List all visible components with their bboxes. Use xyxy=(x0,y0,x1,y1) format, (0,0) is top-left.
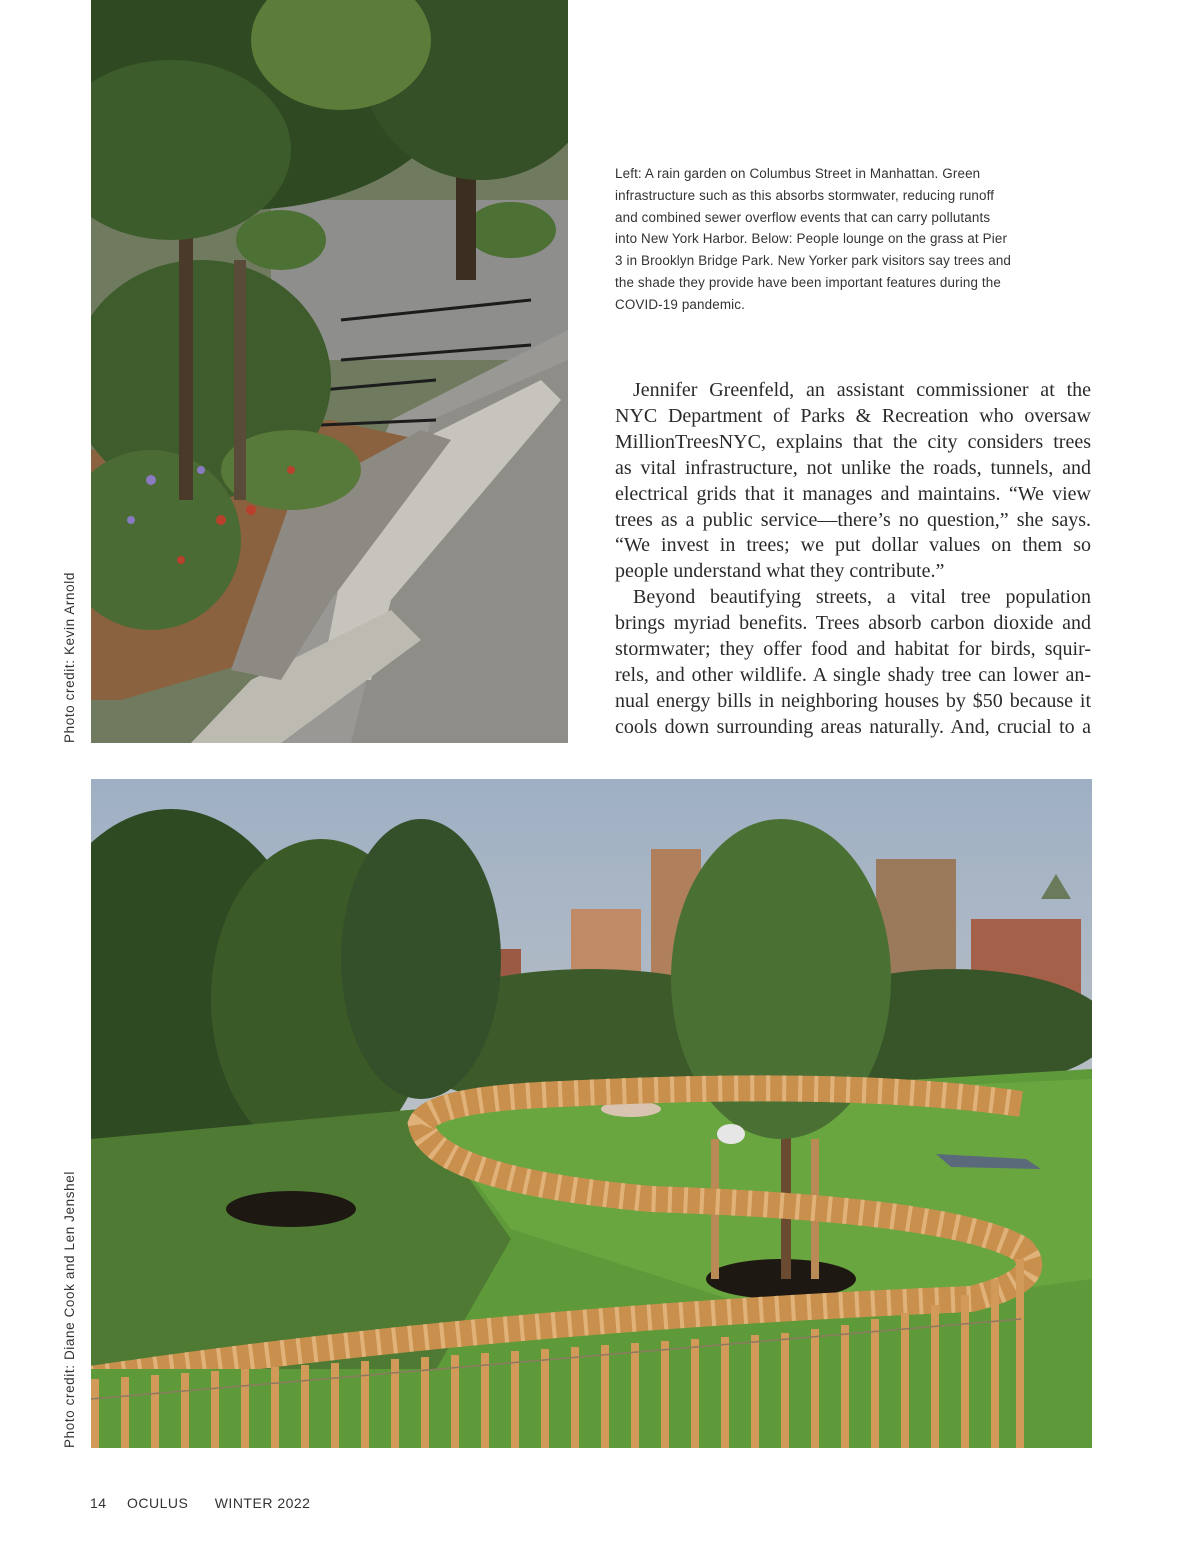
page-number: 14 xyxy=(90,1495,107,1511)
article-body xyxy=(615,378,1091,741)
article-line: brings myriad benefits. Trees absorb carbon dioxide and xyxy=(615,612,1091,635)
article-line: stormwater; they offer food and habitat for birds, squir- xyxy=(615,638,1091,661)
article-line: Jennifer Greenfeld, an assistant commissioner at the xyxy=(633,379,1091,401)
article-line: cools down surrounding areas naturally. And, crucial to a xyxy=(615,715,1091,738)
article-line: electrical grids that it manages and maintains. “We view xyxy=(615,482,1091,505)
article-line: rels, and other wildlife. A single shady tree can lower an- xyxy=(615,663,1091,686)
photo-credit-top: Photo credit: Kevin Arnold xyxy=(62,572,77,743)
caption-line: into New York Harbor. Below: People lounge on the grass at Pier xyxy=(615,231,1008,247)
pier-3-illustration xyxy=(91,779,1092,1448)
publication-name: OCULUS xyxy=(126,1495,189,1511)
article-line: Beyond beautifying streets, a vital tree population xyxy=(633,586,1091,609)
article-line: trees as a public service—there’s no question,” she says. xyxy=(615,508,1091,531)
article-line: MillionTreesNYC, explains that the city considers trees xyxy=(615,430,1091,453)
rain-garden-photo xyxy=(91,0,568,743)
caption-line: the shade they provide have been important features during the xyxy=(615,274,1001,290)
rain-garden-illustration xyxy=(91,0,568,743)
caption-line: COVID-19 pandemic. xyxy=(615,296,745,312)
photo-credit-bottom: Photo credit: Diane Cook and Len Jenshel xyxy=(62,1171,77,1448)
caption-line: 3 in Brooklyn Bridge Park. New Yorker park visitors say trees and xyxy=(615,253,1012,269)
article-line: people understand what they contribute.” xyxy=(615,560,945,583)
article-line: as vital infrastructure, not unlike the roads, tunnels, and xyxy=(615,456,1091,479)
article-line: nual energy bills in neighboring houses by $50 because it xyxy=(615,689,1091,712)
caption-line: and combined sewer overflow events that can carry pollutants xyxy=(615,209,991,225)
article-line: “We invest in trees; we put dollar values on them so xyxy=(615,534,1091,557)
caption-line: infrastructure such as this absorbs stormwater, reducing runoff xyxy=(615,187,995,203)
caption-line: Left: A rain garden on Columbus Street in Manhattan. Green xyxy=(615,166,981,181)
pier-3-lawn-photo xyxy=(91,779,1092,1448)
page-footer xyxy=(90,1495,332,1511)
article-line: NYC Department of Parks & Recreation who oversaw xyxy=(615,404,1091,427)
photo-caption xyxy=(615,163,1085,316)
issue-label: WINTER 2022 xyxy=(214,1495,311,1511)
